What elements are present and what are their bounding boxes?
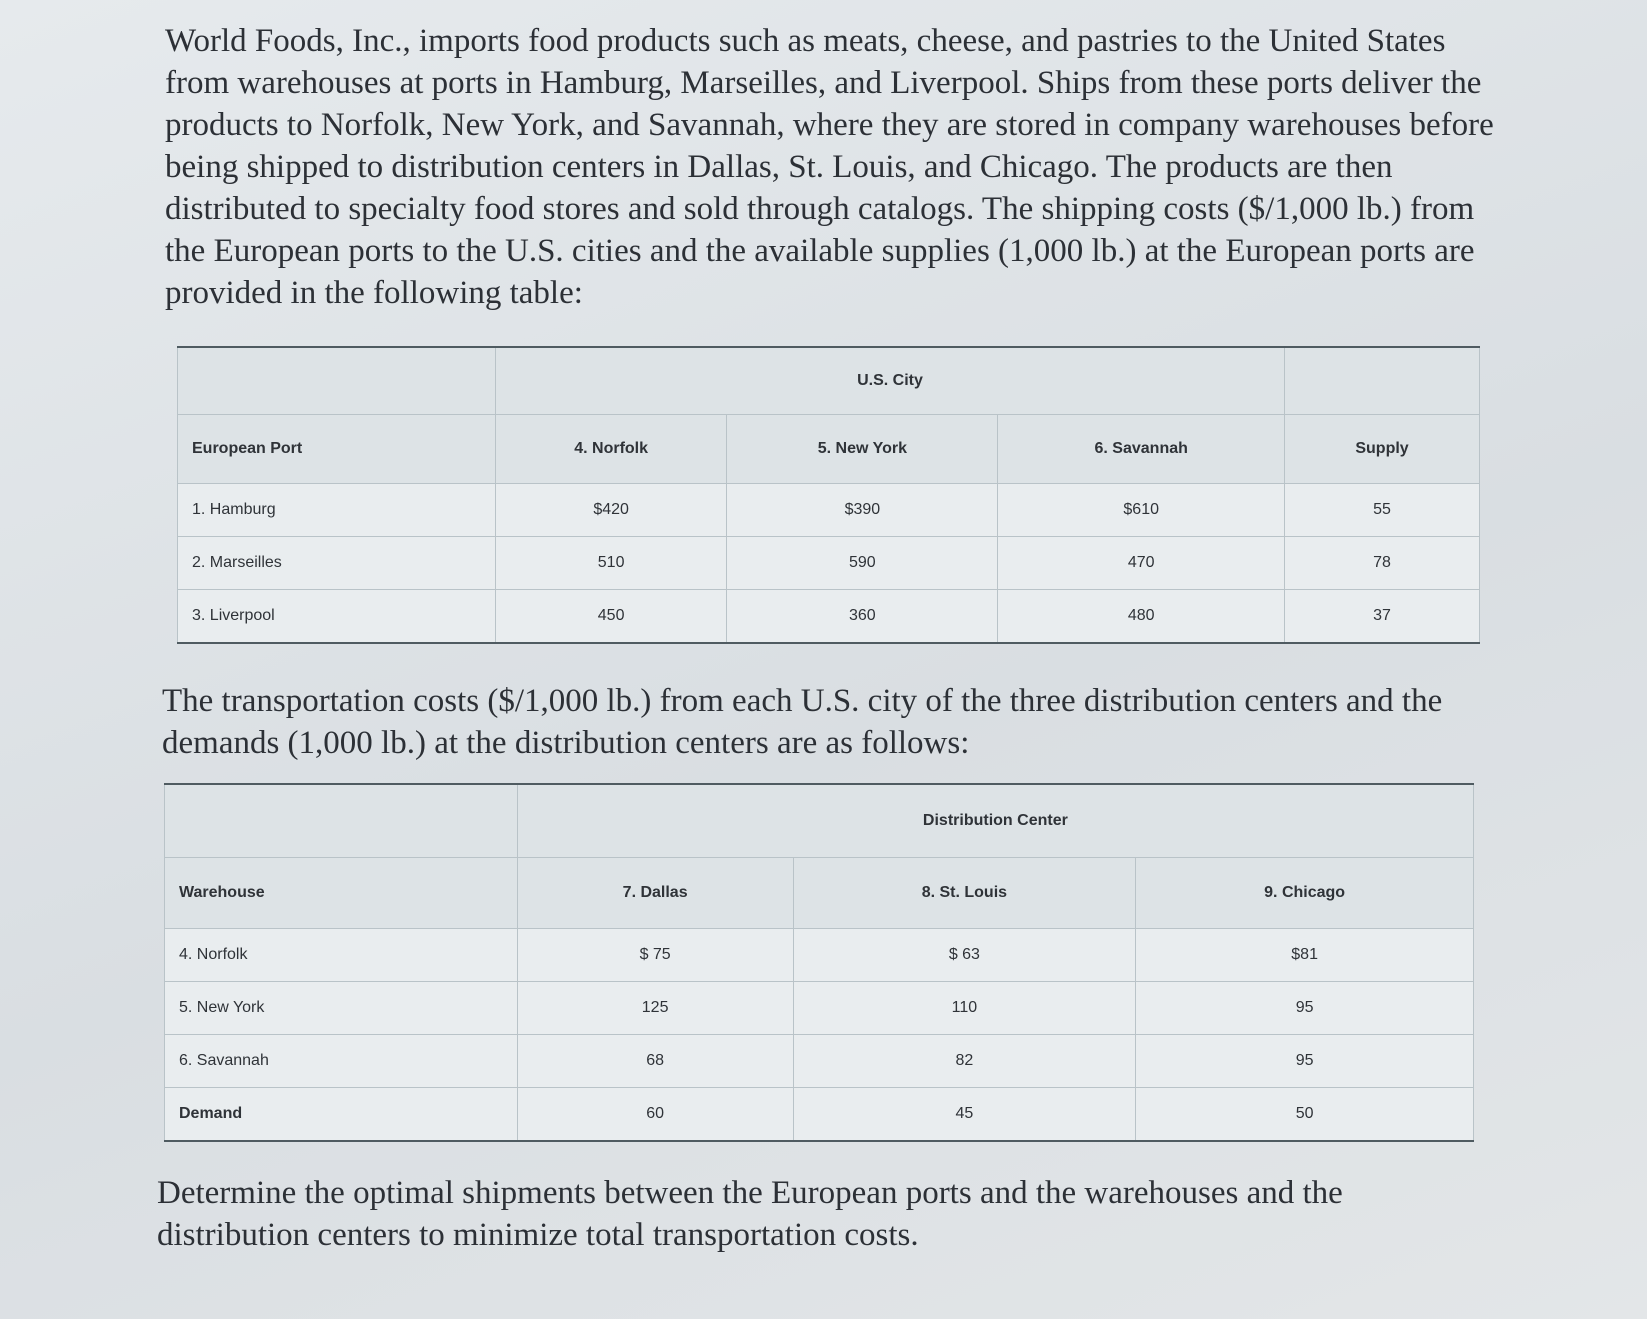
table-cell: 470 <box>998 537 1285 590</box>
table-cell: 95 <box>1136 982 1474 1035</box>
table-cell: 60 <box>517 1088 793 1142</box>
row-label: 5. New York <box>165 982 518 1035</box>
table-cell: 110 <box>793 982 1136 1035</box>
table-cell: 68 <box>517 1035 793 1088</box>
table1-row-header: European Port <box>178 415 496 484</box>
table1-col-header: 5. New York <box>727 415 998 484</box>
row-label: 1. Hamburg <box>178 484 496 537</box>
table-row <box>165 929 1474 982</box>
table1-group-header: U.S. City <box>495 347 1284 415</box>
table-row <box>178 537 1480 590</box>
table1-top-right-cell <box>1285 347 1480 415</box>
table-row <box>165 1088 1474 1142</box>
table2-group-header: Distribution Center <box>517 784 1473 858</box>
row-label: 3. Liverpool <box>178 590 496 644</box>
table-cell: 450 <box>495 590 726 644</box>
table-cell: $ 75 <box>517 929 793 982</box>
table-cell: 50 <box>1136 1088 1474 1142</box>
table2-col-header: 9. Chicago <box>1136 858 1474 929</box>
closing-paragraph: Determine the optimal shipments between the European ports and the warehouses and the distribution centers to minimize total transportation costs. <box>157 1175 1343 1253</box>
table-cell: 37 <box>1285 590 1480 644</box>
row-label: 2. Marseilles <box>178 537 496 590</box>
table1-col-header: Supply <box>1285 415 1480 484</box>
table1-col-header: 6. Savannah <box>998 415 1285 484</box>
table-cell: 510 <box>495 537 726 590</box>
row-label: Demand <box>165 1088 518 1142</box>
table-cell: $390 <box>727 484 998 537</box>
table-row <box>178 590 1480 644</box>
table2-col-header: 8. St. Louis <box>793 858 1136 929</box>
table-row <box>165 982 1474 1035</box>
middle-paragraph: The transportation costs ($/1,000 lb.) from each U.S. city of the three distribution centers and the demands (1,000 lb.) at the distribution centers are as follows: <box>162 683 1443 761</box>
table-cell: $420 <box>495 484 726 537</box>
table-cell: 55 <box>1285 484 1480 537</box>
table-row <box>178 484 1480 537</box>
table-cell: 95 <box>1136 1035 1474 1088</box>
table-cell: $81 <box>1136 929 1474 982</box>
table1-corner-cell <box>178 347 496 415</box>
table1-col-header: 4. Norfolk <box>495 415 726 484</box>
intro-paragraph: World Foods, Inc., imports food products such as meats, cheese, and pastries to the United States from warehouses at ports in Hamburg, Marseilles, and Liverpool. Ships from these ports deliver the products to Norfolk, New York, and Savannah, where they are stored in company warehouses before being shipped to distribution centers in Dallas, St. Louis, and Chicago. The products are then distributed to specialty food stores and sold through catalogs. The shipping costs ($/1,000 lb.) from the European ports to the U.S. cities and the available supplies (1,000 lb.) at the European ports are provided in the following table: <box>165 23 1494 311</box>
table-row <box>165 1035 1474 1088</box>
table-cell: $ 63 <box>793 929 1136 982</box>
warehouse-to-distribution-cost-table <box>164 783 1474 1142</box>
table2-col-header: 7. Dallas <box>517 858 793 929</box>
table-cell: 78 <box>1285 537 1480 590</box>
table-cell: 590 <box>727 537 998 590</box>
table-cell: 45 <box>793 1088 1136 1142</box>
table-cell: 125 <box>517 982 793 1035</box>
table-cell: 480 <box>998 590 1285 644</box>
table-cell: $610 <box>998 484 1285 537</box>
table2-corner-cell <box>165 784 518 858</box>
table-cell: 360 <box>727 590 998 644</box>
table-cell: 82 <box>793 1035 1136 1088</box>
row-label: 6. Savannah <box>165 1035 518 1088</box>
port-to-city-cost-table <box>177 346 1480 644</box>
row-label: 4. Norfolk <box>165 929 518 982</box>
table2-row-header: Warehouse <box>165 858 518 929</box>
